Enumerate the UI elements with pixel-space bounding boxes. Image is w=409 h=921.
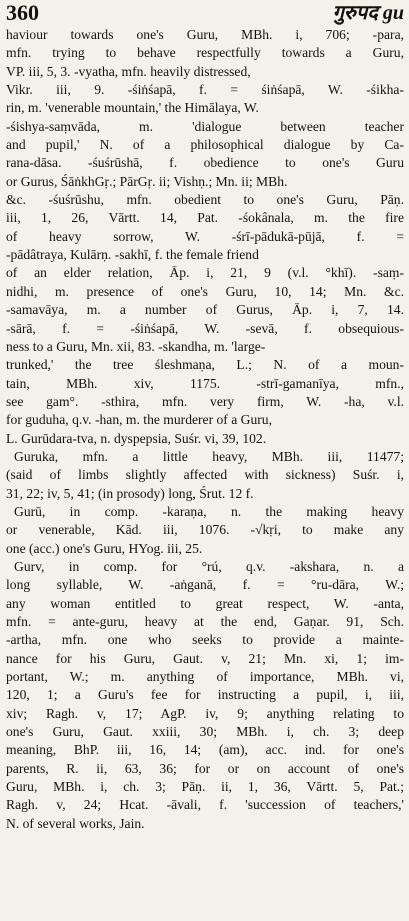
text-line: -śishya-saṃvāda, m. 'dialogue between teacher — [6, 118, 404, 134]
text-line: portant, W.; m. anything of importance, MBh. vi, — [6, 669, 404, 685]
text-line: N. of several works, Jain. — [6, 815, 145, 831]
text-line: one (acc.) one's Guru, HYog. iii, 25. — [6, 540, 203, 556]
running-head: गुरुपद gu — [332, 2, 404, 24]
page-number: 360 — [6, 0, 39, 25]
text-line: Ragh. v, 24; Hcat. -āvali, f. 'succession of teachers,' — [6, 797, 404, 813]
text-line: L. Gurūdara-tva, n. dyspepsia, Suśr. vi, 39, 102. — [6, 430, 267, 446]
text-line: mfn. = ante-guru, heavy at the end, Gaṇar. 91, Sch. — [6, 614, 404, 629]
text-line: for guduha, q.v. -han, m. the murderer of a Guru, — [6, 412, 273, 428]
text-line: (said of limbs slightly affected with sickness) Suśr. i, — [6, 467, 404, 483]
text-line: long syllable, W. -aṅganā, f. = °ru-dāra, W.; — [6, 577, 404, 593]
text-line: Gurv, in comp. for °rú, q.v. -akshara, n. a — [14, 558, 404, 574]
dictionary-text — [6, 26, 404, 833]
text-line: Vikr. iii, 9. -śiṅśapā, f. = śiṅśapā, W. -śikha- — [6, 82, 404, 98]
text-line: any woman entitled to great respect, W. -anta, — [6, 595, 404, 611]
text-line: and pupil,' N. of a philosophical dialogue by Ca- — [6, 137, 404, 153]
text-line: -pādâtraya, Kulārṇ. -sakhī, f. the female friend — [6, 247, 259, 263]
text-line: parents, R. ii, 63, 36; for or on account of one's — [6, 760, 404, 776]
text-line: Guruka, mfn. a little heavy, MBh. iii, 11477; — [14, 448, 404, 464]
text-line: one's Guru, Gaut. xxiii, 30; MBh. i, ch. 3; deep — [6, 724, 404, 740]
text-line: 120, 1; a Guru's fee for instructing a pupil, i, iii, — [6, 687, 404, 703]
text-line: haviour towards one's Guru, MBh. i, 706; -para, — [6, 27, 404, 42]
text-line: nance for his Guru, Gaut. v, 21; Mn. xi, 1; im- — [6, 650, 404, 666]
text-line: 31, 22; iv, 5, 41; (in prosody) long, Śrut. 12 f. — [6, 485, 254, 501]
text-line: &c. -śuśrūshu, mfn. obedient to one's Guru, Pāṇ. — [6, 192, 404, 208]
text-line: nidhi, m. presence of one's Guru, 10, 14; Mn. &c. — [6, 283, 404, 299]
text-line: Guru, MBh. i, ch. 3; Pāṇ. ii, 1, 36, Vārtt. 5, Pat.; — [6, 779, 404, 795]
text-line: ness to a Guru, Mn. xii, 83. -skandha, m. 'large- — [6, 338, 266, 354]
text-line: tain, MBh. xiv, 1175. -strī-gamanīya, mfn., — [6, 375, 404, 391]
text-line: VP. iii, 5, 3. -vyatha, mfn. heavily distressed, — [6, 63, 251, 79]
text-line: Gurū, in comp. -karaṇa, n. the making heavy — [14, 503, 404, 519]
text-line: rin, m. 'venerable mountain,' the Himālaya, W. — [6, 100, 259, 116]
text-line: iii, 1, 26, Vārtt. 14, Pat. -śokânala, m. the fire — [6, 210, 404, 226]
text-line: of heavy sorrow, W. -śrī-pādukā-pūjā, f. = — [6, 228, 404, 244]
text-line: meaning, BhP. iii, 16, 14; (am), acc. ind. for one's — [6, 742, 404, 758]
text-line: or venerable, Kād. iii, 1076. -√kṛi, to make any — [6, 522, 404, 538]
text-line: -artha, mfn. one who seeks to provide a mainte- — [6, 632, 404, 648]
text-line: trunked,' the tree śleshmaṇa, L.; N. of a moun- — [6, 357, 404, 373]
text-line: mfn. trying to behave respectfully towards a Guru, — [6, 45, 404, 61]
text-line: -sārā, f. = -śiṅśapā, W. -sevā, f. obsequious- — [6, 320, 404, 336]
text-line: xiv; Ragh. v, 17; AgP. iv, 9; anything relating to — [6, 705, 404, 721]
text-line: see gam°. -sthira, mfn. very firm, W. -ha, v.l. — [6, 393, 404, 409]
text-line: -samavāya, m. a number of Gurus, Āp. i, 7, 14. — [6, 302, 404, 318]
text-line: of an elder relation, Āp. i, 21, 9 (v.l. °khī). -saṃ- — [6, 265, 404, 281]
text-line: or Gurus, ŚāṅkhGṛ.; PārGṛ. ii; Vishṇ.; Mn. ii; MBh. — [6, 173, 288, 189]
page-header — [6, 0, 404, 26]
text-line: rana-dāsa. -śuśrūshā, f. obedience to one's Guru — [6, 155, 404, 171]
